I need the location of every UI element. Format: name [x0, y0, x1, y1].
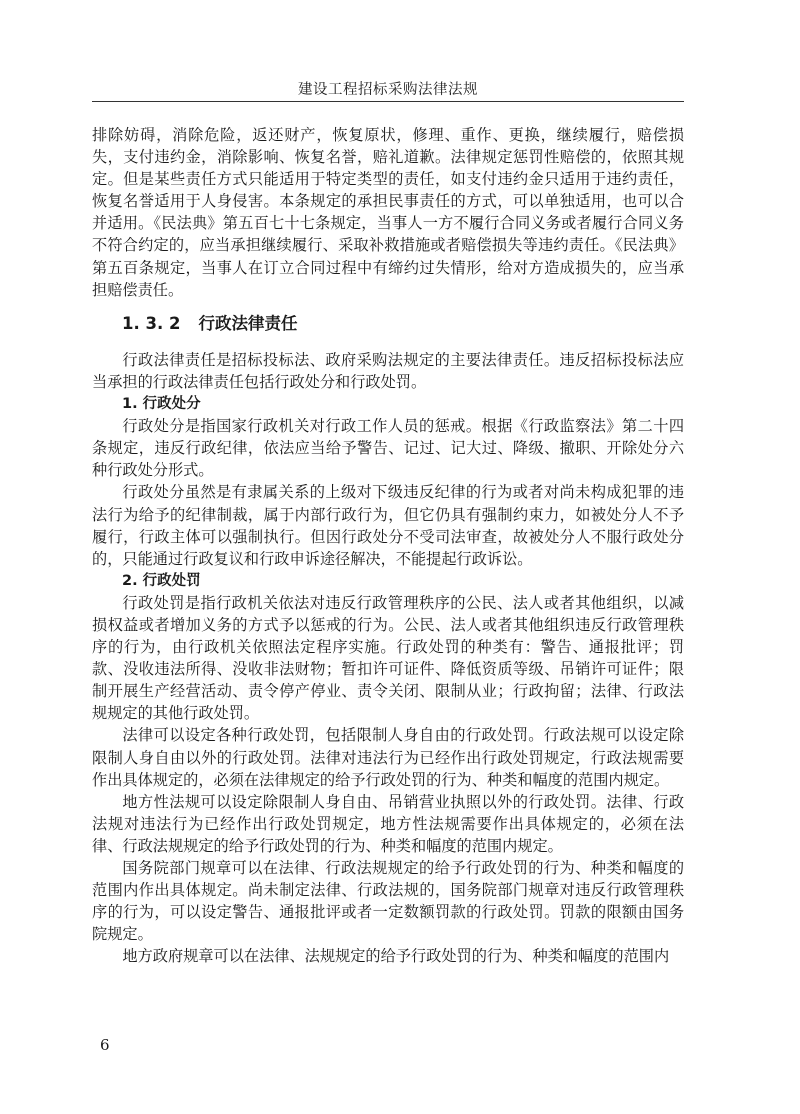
section-number: 1. 3. 2 [122, 313, 181, 333]
paragraph: 地方政府规章可以在法律、法规规定的给予行政处罚的行为、种类和幅度的范围内 [122, 947, 670, 966]
section-title: 行政法律责任 [198, 313, 298, 333]
paragraph: 排除妨碍，消除危险，返还财产，恢复原状，修理、重作、更换，继续履行，赔偿损失，支付违约金，消除影响、恢复名誉，赔礼道歉。法律规定惩罚性赔偿的，依照其规定。但是某些责任方式只能适用于特定类型的责任，如支付违约金只适用于违约责任，恢复名誉适用于人身侵害。本条规定的承担民事责任的方式，可以单独适用，也可以合并适用。《民法典》第五百七十七条规定，当事人一方不履行合同义务或者履行合同义务不符合约定的，应当承担继续履行、采取补救措施或者赔偿损失等违约责任。《民法典》第五百条规定，当事人在订立合同过程中有缔约过失情形，给对方造成损失的，应当承担赔偿责任。 [92, 126, 684, 299]
subheading-administrative-sanction: 1. 行政处分 [122, 396, 201, 413]
paragraph: 行政处罚是指行政机关依法对违反行政管理秩序的公民、法人或者其他组织，以减损权益或者增加义务的方式予以惩戒的行为。公民、法人或者其他组织违反行政管理秩序的行为，由行政机关依照法定程序实施。行政处罚的种类有：警告、通报批评；罚款、没收违法所得、没收非法财物；暂扣许可证件、降低资质等级、吊销许可证件；限制开展生产经营活动、责令停产停业、责令关闭、限制从业；行政拘留；法律、行政法规规定的其他行政处罚。 [92, 593, 684, 723]
paragraph: 地方性法规可以设定除限制人身自由、吊销营业执照以外的行政处罚。法律、行政法规对违法行为已经作出行政处罚规定，地方性法规需要作出具体规定的，必须在法律、行政法规规定的给予行政处罚的行为、种类和幅度的范围内规定。 [92, 792, 684, 855]
section-heading [92, 313, 684, 335]
paragraph: 国务院部门规章可以在法律、行政法规规定的给予行政处罚的行为、种类和幅度的范围内作出具体规定。尚未制定法律、行政法规的，国务院部门规章对违反行政管理秩序的行为，可以设定警告、通报批评或者一定数额罚款的行政处罚。罚款的限额由国务院规定。 [92, 859, 684, 944]
paragraph: 法律可以设定各种行政处罚，包括限制人身自由的行政处罚。行政法规可以设定除限制人身自由以外的行政处罚。法律对违法行为已经作出行政处罚规定，行政法规需要作出具体规定的，必须在法律规定的给予行政处罚的行为、种类和幅度的范围内规定。 [92, 726, 684, 789]
paragraph: 行政法律责任是招标投标法、政府采购法规定的主要法律责任。违反招标投标法应当承担的行政法律责任包括行政处分和行政处罚。 [92, 350, 684, 391]
page-body [92, 124, 684, 967]
page-number: 6 [100, 1036, 110, 1054]
subheading-administrative-penalty: 2. 行政处罚 [122, 572, 201, 589]
paragraph: 行政处分虽然是有隶属关系的上级对下级违反纪律的行为或者对尚未构成犯罪的违法行为给予的纪律制裁，属于内部行政行为，但它仍具有强制约束力，如被处分人不予履行，行政主体可以强制执行。但因行政处分不受司法审查，故被处分人不服行政处分的，只能通过行政复议和行政申诉途径解决，不能提起行政诉讼。 [92, 483, 684, 568]
paragraph: 行政处分是指国家行政机关对行政工作人员的惩戒。根据《行政监察法》第二十四条规定，违反行政纪律，依法应当给予警告、记过、记大过、降级、撤职、开除处分六种行政处分形式。 [92, 417, 684, 480]
running-header: 建设工程招标采购法律法规 [298, 82, 478, 98]
header-divider [92, 101, 684, 102]
